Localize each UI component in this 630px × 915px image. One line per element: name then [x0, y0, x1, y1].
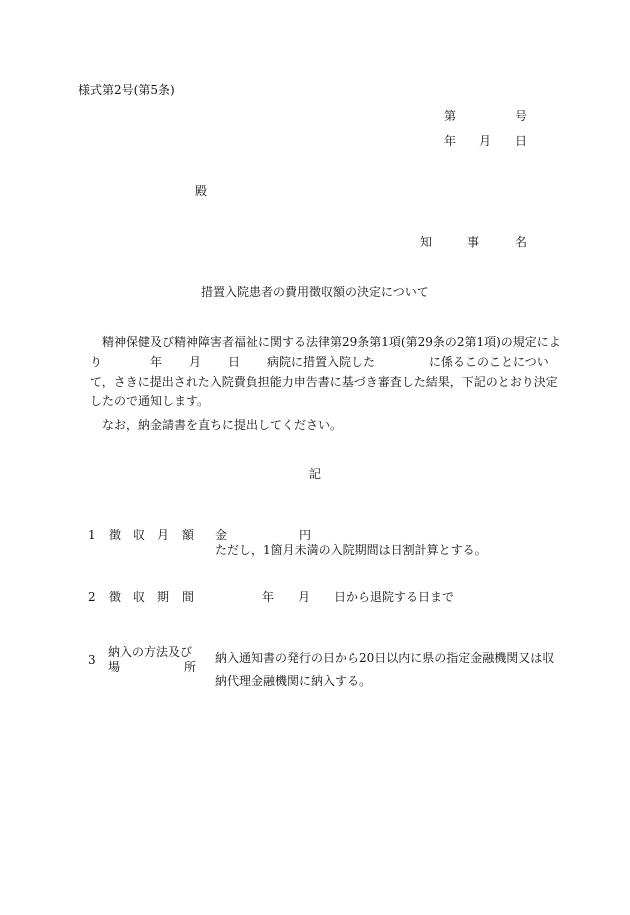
item-1-label-char: 徴 [109, 528, 122, 542]
item-2-label-char: 収 [133, 590, 146, 604]
item-1-label-char: 収 [133, 528, 146, 542]
date-month: 月 [479, 134, 492, 148]
body-line-3: て，さきに提出された入院費負担能力申告書に基づき審査した結果，下記のとおり決定 [90, 375, 558, 389]
item-2-label-char: 間 [182, 590, 195, 604]
item-1-yen: 円 [299, 528, 312, 542]
item-2-year: 年 [262, 590, 275, 604]
item-2-month: 月 [298, 590, 311, 604]
item-2-label-char: 徴 [109, 590, 122, 604]
body-line-2-month: 月 [189, 355, 202, 369]
item-2-until: 日から退院する日まで [334, 590, 455, 604]
item-1-note: ただし，1箇月未満の入院期間は日割計算とする。 [215, 543, 487, 557]
body-line-2-day: 日 [228, 355, 241, 369]
ki-heading: 記 [309, 467, 322, 481]
form-label: 様式第2号(第5条) [78, 83, 175, 97]
doc-number-dai: 第 [444, 109, 457, 123]
document-title: 措置入院患者の費用徴収額の決定について [201, 285, 429, 299]
item-3-text-line-2: 納代理金融機関に納入する。 [215, 674, 372, 688]
date-day: 日 [515, 134, 528, 148]
item-2-number: 2 [88, 590, 96, 604]
body-line-2-year: 年 [150, 355, 163, 369]
sender-ji: 事 [467, 235, 480, 249]
sender-mei: 名 [515, 235, 528, 249]
body-line-1: 精神保健及び精神障害者福祉に関する法律第29条第1項(第29条の2第1項)の規定によ [102, 335, 561, 349]
item-1-kin: 金 [215, 528, 228, 542]
body-line-2-concerning: に係るこのことについ [429, 355, 549, 369]
item-3-label-line-2b: 所 [184, 660, 197, 674]
sender-chi: 知 [420, 235, 433, 249]
item-3-text-line-1: 納入通知書の発行の日から20日以内に県の指定金融機関又は収 [215, 651, 555, 665]
item-1-label-char: 額 [182, 528, 195, 542]
body-line-5: なお，納金請書を直ちに提出してください。 [102, 418, 343, 432]
item-3-number: 3 [88, 653, 96, 667]
item-1-number: 1 [88, 528, 96, 542]
date-year: 年 [444, 134, 457, 148]
addressee-suffix: 殿 [195, 184, 208, 198]
body-line-4: したので通知します。 [90, 394, 210, 408]
item-3-label-line-2a: 場 [108, 660, 121, 674]
item-3-label-line-1: 納入の方法及び [108, 645, 193, 659]
item-2-label-char: 期 [157, 590, 170, 604]
doc-number-go: 号 [515, 109, 528, 123]
item-1-label-char: 月 [157, 528, 170, 542]
body-line-2-hospital: 病院に措置入院した [267, 355, 376, 369]
body-line-2-ri: り [90, 355, 103, 369]
